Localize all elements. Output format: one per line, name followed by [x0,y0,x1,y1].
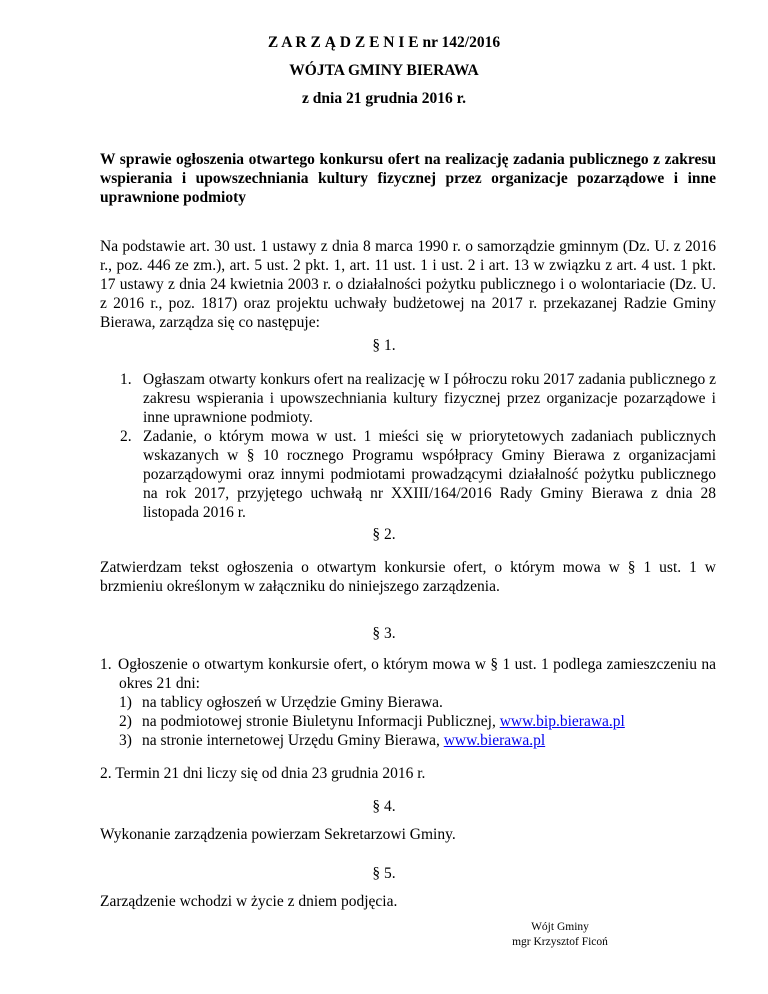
section-2-text: Zatwierdzam tekst ogłoszenia o otwartym konkursie ofert, o którym mowa w § 1 ust. 1 w brzmieniu określonym w załączniku do niniejszego zarządzenia. [100,559,716,595]
section-1-item-1-num: 1. [120,371,132,388]
section-3-item-1-text: Ogłoszenie o otwartym konkursie ofert, o którym mowa w § 1 ust. 1 podlega zamieszczeniu na okres 21 dni: [118,656,716,692]
signature-name: mgr Krzysztof Ficoń [512,936,608,948]
section-2-sign: § 2. [372,526,396,543]
section-1-sign: § 1. [372,337,396,354]
section-1-item-1: Ogłaszam otwarty konkurs ofert na realizację w I półroczu roku 2017 zadania publicznego z zakresu wspierania i upowszechniania kultury fizycznej przez organizacje pozarządowe i inne uprawnione podmioty. [143,371,716,426]
signature-title: Wójt Gminy [531,921,589,933]
section-3-sub-2-text: na podmiotowej stronie Biuletynu Informacji Publicznej, [142,713,500,730]
document-issuer: WÓJTA GMINY BIERAWA [289,62,479,79]
section-1-item-2-num: 2. [120,428,132,445]
section-3-item-2: 2. Termin 21 dni liczy się od dnia 23 grudnia 2016 r. [100,765,426,782]
section-4-sign: § 4. [372,798,396,815]
section-5-sign: § 5. [372,865,396,882]
section-3-sub-3-num: 3) [119,732,132,749]
document-date: z dnia 21 grudnia 2016 r. [302,90,466,107]
section-3-sub-1-num: 1) [119,694,132,711]
website-link[interactable]: www.bierawa.pl [443,732,546,749]
section-3-item-1 [119,655,716,693]
document-title: Z A R Z Ą D Z E N I E nr 142/2016 [267,34,501,51]
section-3-sub-1: na tablicy ogłoszeń w Urzędzie Gminy Bierawa. [142,694,443,711]
section-3-sub-3-text: na stronie internetowej Urzędu Gminy Bierawa, [142,732,444,749]
section-3-sub-2-num: 2) [119,713,132,730]
section-5-text: Zarządzenie wchodzi w życie z dniem podjęcia. [100,893,398,910]
section-3-sub-3 [142,731,716,750]
document-subject: W sprawie ogłoszenia otwartego konkursu ofert na realizację zadania publicznego z zakresu wspierania i upowszechniania kultury fizycznej przez organizacje pozarządowe i inne uprawnione podmioty [100,151,716,206]
section-3-sub-2 [142,712,716,731]
section-1-item-2: Zadanie, o którym mowa w ust. 1 mieści się w priorytetowych zadaniach publicznych wskazanych w § 10 rocznego Programu współpracy Gminy Bierawa z organizacjami pozarządowymi oraz innymi podmiotami prowadzącymi działalność pożytku publicznego na rok 2017, przyjętego uchwałą nr XXIII/164/2016 Rady Gminy Bierawa z dnia 28 listopada 2016 r. [143,428,716,521]
section-3-item-1-num: 1. [100,656,112,673]
bip-link[interactable]: www.bip.bierawa.pl [499,713,625,730]
preamble: Na podstawie art. 30 ust. 1 ustawy z dnia 8 marca 1990 r. o samorządzie gminnym (Dz. U. z 2016 r., poz. 446 ze zm.), art. 5 ust. 2 pkt. 1, art. 11 ust. 1 i ust. 2 i art. 13 w związku z art. 4 ust. 1 pkt. 17 ustawy z dnia 24 kwietnia 2003 r. o działalności pożytku publicznego i o wolontariacie (Dz. U. z 2016 r., poz. 1817) oraz projektu uchwały budżetowej na 2017 r. przekazanej Radzie Gminy Bierawa, zarządza się co następuje: [100,238,716,331]
section-4-text: Wykonanie zarządzenia powierzam Sekretarzowi Gminy. [100,826,456,843]
section-3-sign: § 3. [372,625,396,642]
